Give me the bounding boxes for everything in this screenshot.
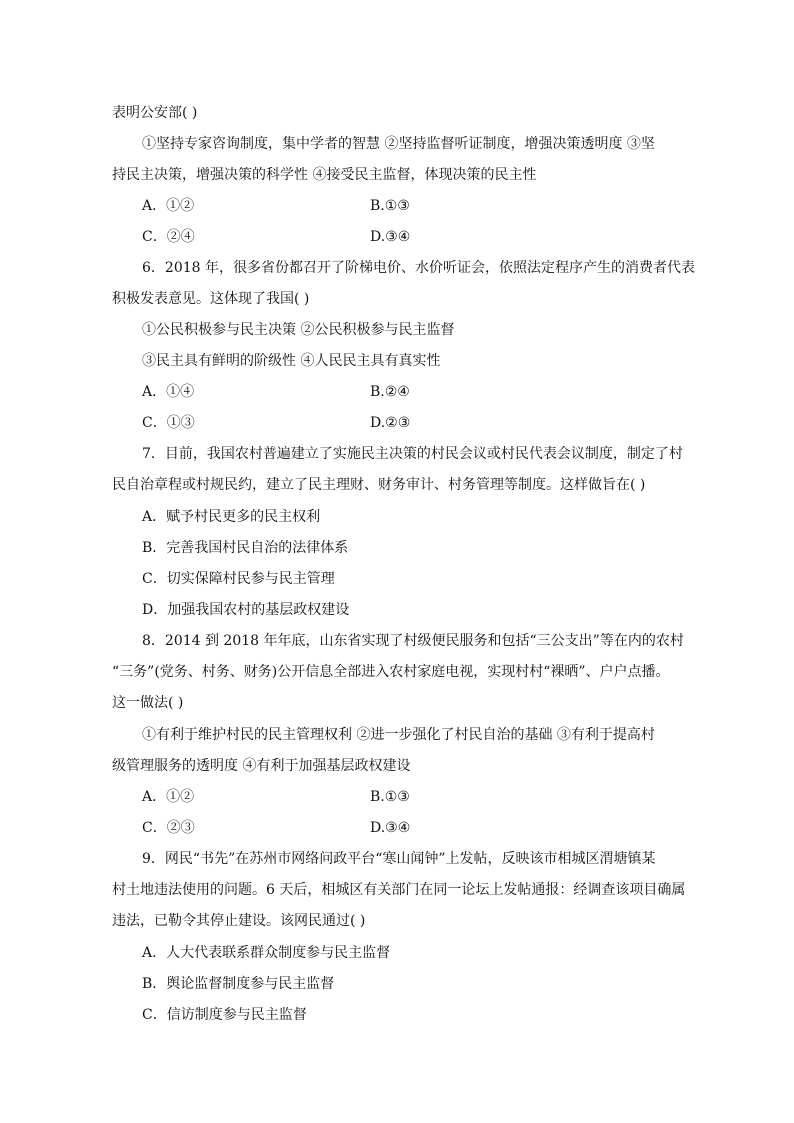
q6-items-line1: ①公民积极参与民主决策 ②公民积极参与民主监督 (142, 322, 455, 338)
q7-option-d[interactable]: D．加强我国农村的基层政权建设 (142, 602, 350, 618)
q8-option-a[interactable]: A．①② (142, 789, 195, 805)
q9-stem-line2: 村土地违法使用的问题。6 天后，相城区有关部门在同一论坛上发帖通报：经调查该项目确属 (112, 882, 686, 898)
q5-option-c[interactable]: C．②④ (142, 229, 195, 245)
q8-option-b[interactable]: B.①③ (370, 789, 410, 805)
q5-option-d[interactable]: D.③④ (370, 229, 411, 245)
q8-option-c[interactable]: C．②③ (142, 820, 195, 836)
q9-option-b[interactable]: B．舆论监督制度参与民主监督 (142, 976, 335, 992)
q6-option-a[interactable]: A．①④ (142, 384, 195, 400)
q5-stem-tail: 表明公安部( ) (112, 105, 198, 121)
q7-option-a[interactable]: A．赋予村民更多的民主权利 (142, 509, 321, 525)
q7-stem-line1: 7．目前，我国农村普遍建立了实施民主决策的村民会议或村民代表会议制度，制定了村 (142, 446, 683, 462)
q8-items-line2: 级管理服务的透明度 ④有利于加强基层政权建设 (112, 758, 411, 774)
q6-items-line2: ③民主具有鲜明的阶级性 ④人民民主具有真实性 (142, 353, 441, 369)
q5-items-line2: 持民主决策，增强决策的科学性 ④接受民主监督，体现决策的民主性 (112, 167, 537, 183)
q6-stem-line1: 6．2018 年，很多省份都召开了阶梯电价、水价听证会，依照法定程序产生的消费者代表 (142, 260, 695, 276)
q9-option-c[interactable]: C．信访制度参与民主监督 (142, 1007, 307, 1023)
q8-stem-line2: “三务”(党务、村务、财务)公开信息全部进入农村家庭电视，实现村村“裸晒”、户户点播。 (112, 664, 670, 680)
q9-stem-line3: 违法，已勒令其停止建设。该网民通过( ) (112, 913, 366, 929)
q9-option-a[interactable]: A．人大代表联系群众制度参与民主监督 (142, 945, 391, 961)
q5-items-line1: ①坚持专家咨询制度，集中学者的智慧 ②坚持监督听证制度，增强决策透明度 ③坚 (142, 136, 655, 152)
q8-option-d[interactable]: D.③④ (370, 820, 411, 836)
q5-option-a[interactable]: A．①② (142, 198, 195, 214)
q6-option-b[interactable]: B.②④ (370, 384, 410, 400)
q8-items-line1: ①有利于维护村民的民主管理权利 ②进一步强化了村民自治的基础 ③有利于提高村 (142, 727, 655, 743)
q6-option-d[interactable]: D.②③ (370, 415, 411, 431)
q8-stem-line1: 8．2014 到 2018 年年底，山东省实现了村级便民服务和包括“三公支出”等在内的农村 (142, 633, 684, 649)
q5-option-b[interactable]: B.①③ (370, 198, 410, 214)
q6-stem-line2: 积极发表意见。这体现了我国( ) (112, 291, 310, 307)
q6-option-c[interactable]: C．①③ (142, 415, 195, 431)
q7-option-c[interactable]: C．切实保障村民参与民主管理 (142, 571, 335, 587)
q7-option-b[interactable]: B．完善我国村民自治的法律体系 (142, 540, 349, 556)
q8-stem-line3: 这一做法( ) (112, 695, 184, 711)
q7-stem-line2: 民自治章程或村规民约，建立了民主理财、财务审计、村务管理等制度。这样做旨在( ) (112, 477, 646, 493)
q9-stem-line1: 9．网民“书先”在苏州市网络问政平台“寒山闻钟”上发帖，反映该市相城区渭塘镇某 (142, 851, 656, 867)
